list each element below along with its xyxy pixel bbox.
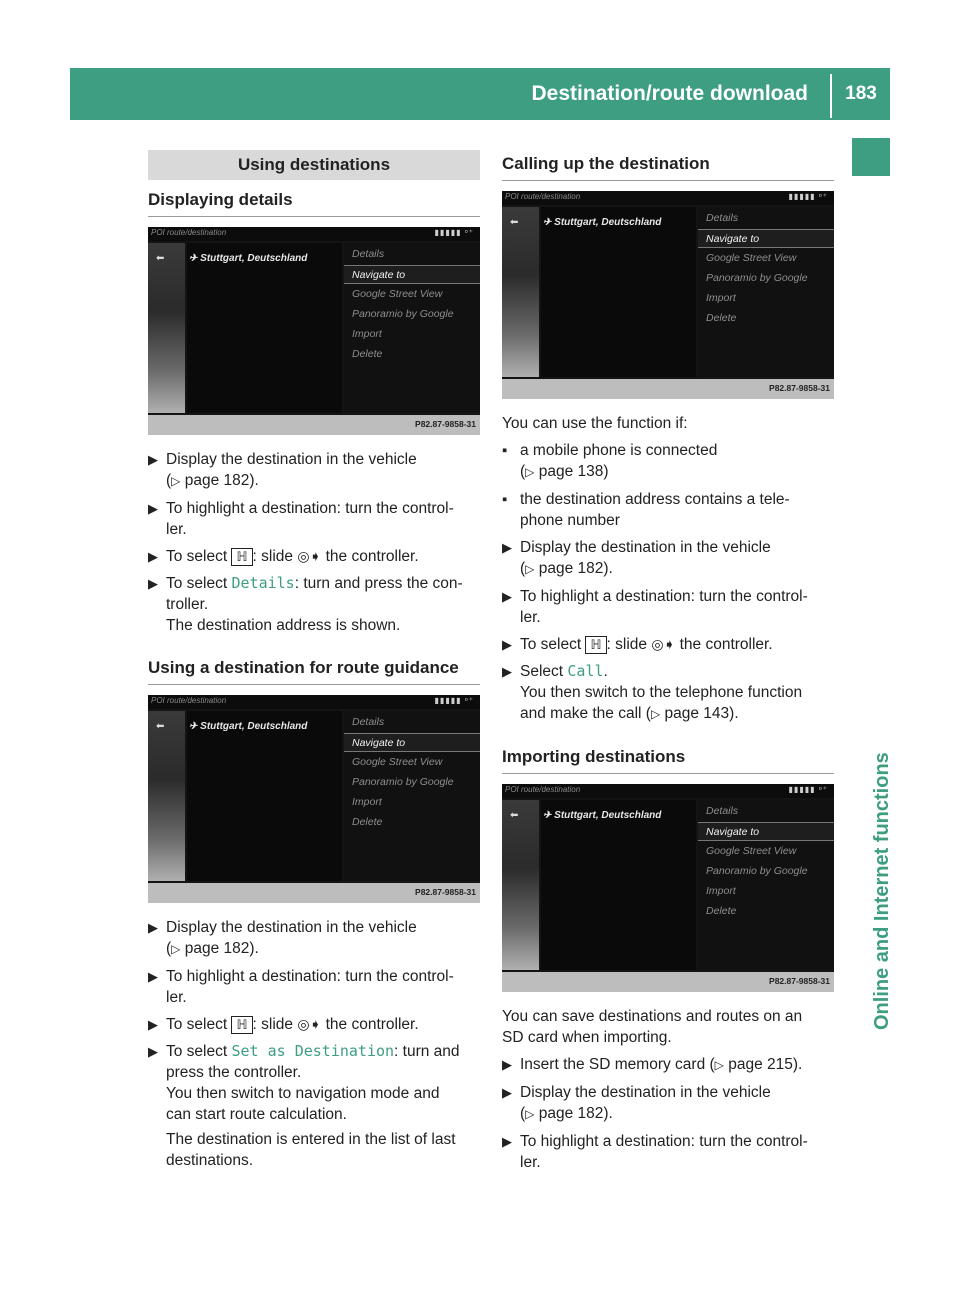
figure-code: P82.87-9858-31 (415, 887, 476, 897)
arrow-icon: ▶ (148, 501, 158, 516)
screen-menu-item[interactable]: Navigate to (344, 733, 480, 752)
screen-menu-item[interactable]: Navigate to (698, 822, 834, 841)
screen-title: POI route/destination (505, 785, 581, 794)
screen-destination-panel (541, 800, 696, 970)
screen-menu-item[interactable]: Import (706, 885, 736, 897)
arrow-icon: ▶ (148, 1017, 158, 1032)
heading-calling-up: Calling up the destination (502, 154, 834, 181)
back-arrow-icon[interactable]: ⬅ (156, 253, 165, 264)
page-pointer-icon: ▷ (525, 562, 535, 576)
page-pointer-icon: ▷ (525, 1107, 535, 1121)
screen-menu-item[interactable]: Details (706, 805, 739, 817)
screenshot-displaying-details (148, 227, 480, 435)
arrow-icon: ▶ (502, 637, 512, 652)
screen-left-panel (148, 243, 185, 413)
signal-status-icon: ▮▮▮▮▮ ᵒ⁺ (788, 785, 828, 794)
screen-menu-item[interactable]: Delete (706, 312, 737, 324)
screen-left-panel (148, 711, 185, 881)
screen-menu-item[interactable]: Delete (352, 348, 383, 360)
back-arrow-icon[interactable]: ⬅ (510, 217, 519, 228)
side-tab-label: Online and Internet functions (871, 752, 893, 1030)
destination-name: ✈ Stuttgart, Deutschland (189, 253, 308, 264)
screen-menu-item[interactable]: Details (706, 212, 739, 224)
menu-item-ref: Details (231, 574, 295, 592)
step: ▶ To highlight a destination: turn the control- ler. (502, 588, 808, 626)
step: ▶ Select Call. You then switch to the telephone function and make the call (▷ page 143). (502, 662, 803, 722)
destination-name: ✈ Stuttgart, Deutschland (543, 810, 662, 821)
left-column (148, 150, 480, 1177)
side-tab-marker (852, 138, 890, 176)
screen-menu-item[interactable]: Google Street View (706, 845, 797, 857)
screen-title: POI route/destination (151, 696, 227, 705)
screen-menu-item[interactable]: Navigate to (698, 229, 834, 248)
arrow-icon: ▶ (502, 1085, 512, 1100)
heading-importing: Importing destinations (502, 747, 834, 774)
step: ▶ To select Details: turn and press the con- troller. The destination address is shown. (148, 574, 463, 634)
screen-menu-item[interactable]: Import (352, 796, 382, 808)
screen-title: POI route/destination (151, 228, 227, 237)
page-pointer-icon: ▷ (171, 942, 181, 956)
bullet-icon: ▪ (502, 442, 508, 459)
screen-menu (698, 207, 834, 377)
screen-title-bar (502, 191, 834, 205)
step: ▶ Insert the SD memory card (▷ page 215). (502, 1056, 803, 1073)
figure-code: P82.87-9858-31 (415, 419, 476, 429)
menu-item-ref: Set as Destination (231, 1042, 395, 1060)
figure-code: P82.87-9858-31 (769, 383, 830, 393)
arrow-icon: ▶ (148, 1044, 158, 1059)
arrow-icon: ▶ (502, 589, 512, 604)
step: ▶ To highlight a destination: turn the control- ler. (148, 500, 454, 538)
screenshot-calling-up (502, 191, 834, 399)
arrow-icon: ▶ (148, 549, 158, 564)
step: ▶ To highlight a destination: turn the control- ler. (502, 1133, 808, 1171)
right-column (502, 150, 834, 1179)
arrow-icon: ▶ (148, 576, 158, 591)
figure-footer (502, 379, 834, 399)
step: ▶ To select ℍ : slide ◎➧ the controller. (148, 1016, 419, 1033)
screen-destination-panel (541, 207, 696, 377)
arrow-icon: ▶ (502, 540, 512, 555)
screen-menu-item[interactable]: Panoramio by Google (706, 865, 808, 877)
arrow-icon: ▶ (502, 1134, 512, 1149)
screen-left-panel (502, 207, 539, 377)
page-pointer-icon: ▷ (525, 465, 535, 479)
page-pointer-icon: ▷ (650, 707, 661, 721)
screenshot-importing (502, 784, 834, 992)
page-pointer-icon: ▷ (171, 474, 181, 488)
arrow-icon: ▶ (148, 920, 158, 935)
back-arrow-icon[interactable]: ⬅ (510, 810, 519, 821)
menu-key-icon: ℍ (231, 548, 252, 566)
paragraph: You can use the function if: (502, 415, 688, 432)
step: ▶ Display the destination in the vehicle (▷ page 182). (148, 919, 417, 957)
page-pointer-icon: ▷ (714, 1058, 724, 1072)
screenshot-route-guidance (148, 695, 480, 903)
screen-menu-item[interactable]: Google Street View (352, 288, 443, 300)
screen-menu-item[interactable]: Google Street View (706, 252, 797, 264)
step: ▶ Display the destination in the vehicle (▷ page 182). (502, 1084, 771, 1122)
header-title: Destination/route download (531, 82, 808, 105)
screen-menu-item[interactable]: Panoramio by Google (352, 308, 454, 320)
screen-menu-item[interactable]: Delete (352, 816, 383, 828)
screen-menu (698, 800, 834, 970)
screen-menu-item[interactable]: Delete (706, 905, 737, 917)
screen-title: POI route/destination (505, 192, 581, 201)
menu-key-icon: ℍ (231, 1016, 252, 1034)
back-arrow-icon[interactable]: ⬅ (156, 721, 165, 732)
screen-menu (344, 711, 480, 881)
step: ▶ To select ℍ : slide ◎➧ the controller. (148, 548, 419, 565)
controller-slide-icon: ◎➧ (297, 1016, 322, 1032)
signal-status-icon: ▮▮▮▮▮ ᵒ⁺ (788, 192, 828, 201)
heading-route-guidance: Using a destination for route guidance (148, 658, 480, 685)
destination-name: ✈ Stuttgart, Deutschland (189, 721, 308, 732)
screen-destination-panel (187, 711, 342, 881)
screen-destination-panel (187, 243, 342, 413)
destination-name: ✈ Stuttgart, Deutschland (543, 217, 662, 228)
page-header (70, 68, 890, 120)
screen-menu-item[interactable]: Google Street View (352, 756, 443, 768)
paragraph: You can save destinations and routes on an SD card when importing. (502, 1008, 803, 1046)
page-number: 183 (845, 83, 877, 104)
screen-menu-item[interactable]: Import (706, 292, 736, 304)
screen-menu-item[interactable]: Import (352, 328, 382, 340)
heading-displaying-details: Displaying details (148, 190, 480, 217)
bullet-item: ▪ the destination address contains a tele- phone number (502, 491, 790, 529)
screen-menu-item[interactable]: Navigate to (344, 265, 480, 284)
screen-menu (344, 243, 480, 413)
arrow-icon: ▶ (502, 1057, 512, 1072)
screen-menu-item[interactable]: Panoramio by Google (352, 776, 454, 788)
arrow-icon: ▶ (502, 664, 512, 679)
step: ▶ Display the destination in the vehicle (▷ page 182). (502, 539, 771, 577)
step: ▶ Display the destination in the vehicle (▷ page 182). (148, 451, 417, 489)
controller-slide-icon: ◎➧ (651, 636, 676, 652)
menu-item-ref: Call (567, 662, 604, 680)
screen-menu-item[interactable]: Details (352, 248, 385, 260)
step: ▶ To highlight a destination: turn the control- ler. (148, 968, 454, 1006)
step: ▶ To select Set as Destination: turn and press the controller. You then switch to navigation mode and can start route calculation. The destination is entered in the list of last destinations. (148, 1042, 460, 1169)
arrow-icon: ▶ (148, 969, 158, 984)
screen-title-bar (148, 227, 480, 241)
menu-key-icon: ℍ (585, 636, 606, 654)
figure-footer (148, 883, 480, 903)
bullet-item: ▪ a mobile phone is connected (▷ page 138) (502, 442, 718, 480)
section-title: Using destinations (148, 150, 480, 180)
screen-title-bar (148, 695, 480, 709)
screen-menu-item[interactable]: Details (352, 716, 385, 728)
arrow-icon: ▶ (148, 452, 158, 467)
figure-footer (148, 415, 480, 435)
figure-footer (502, 972, 834, 992)
screen-menu-item[interactable]: Panoramio by Google (706, 272, 808, 284)
bullet-icon: ▪ (502, 491, 508, 508)
figure-code: P82.87-9858-31 (769, 976, 830, 986)
controller-slide-icon: ◎➧ (297, 548, 322, 564)
step: ▶ To select ℍ : slide ◎➧ the controller. (502, 636, 773, 653)
signal-status-icon: ▮▮▮▮▮ ᵒ⁺ (434, 228, 474, 237)
screen-title-bar (502, 784, 834, 798)
signal-status-icon: ▮▮▮▮▮ ᵒ⁺ (434, 696, 474, 705)
screen-left-panel (502, 800, 539, 970)
